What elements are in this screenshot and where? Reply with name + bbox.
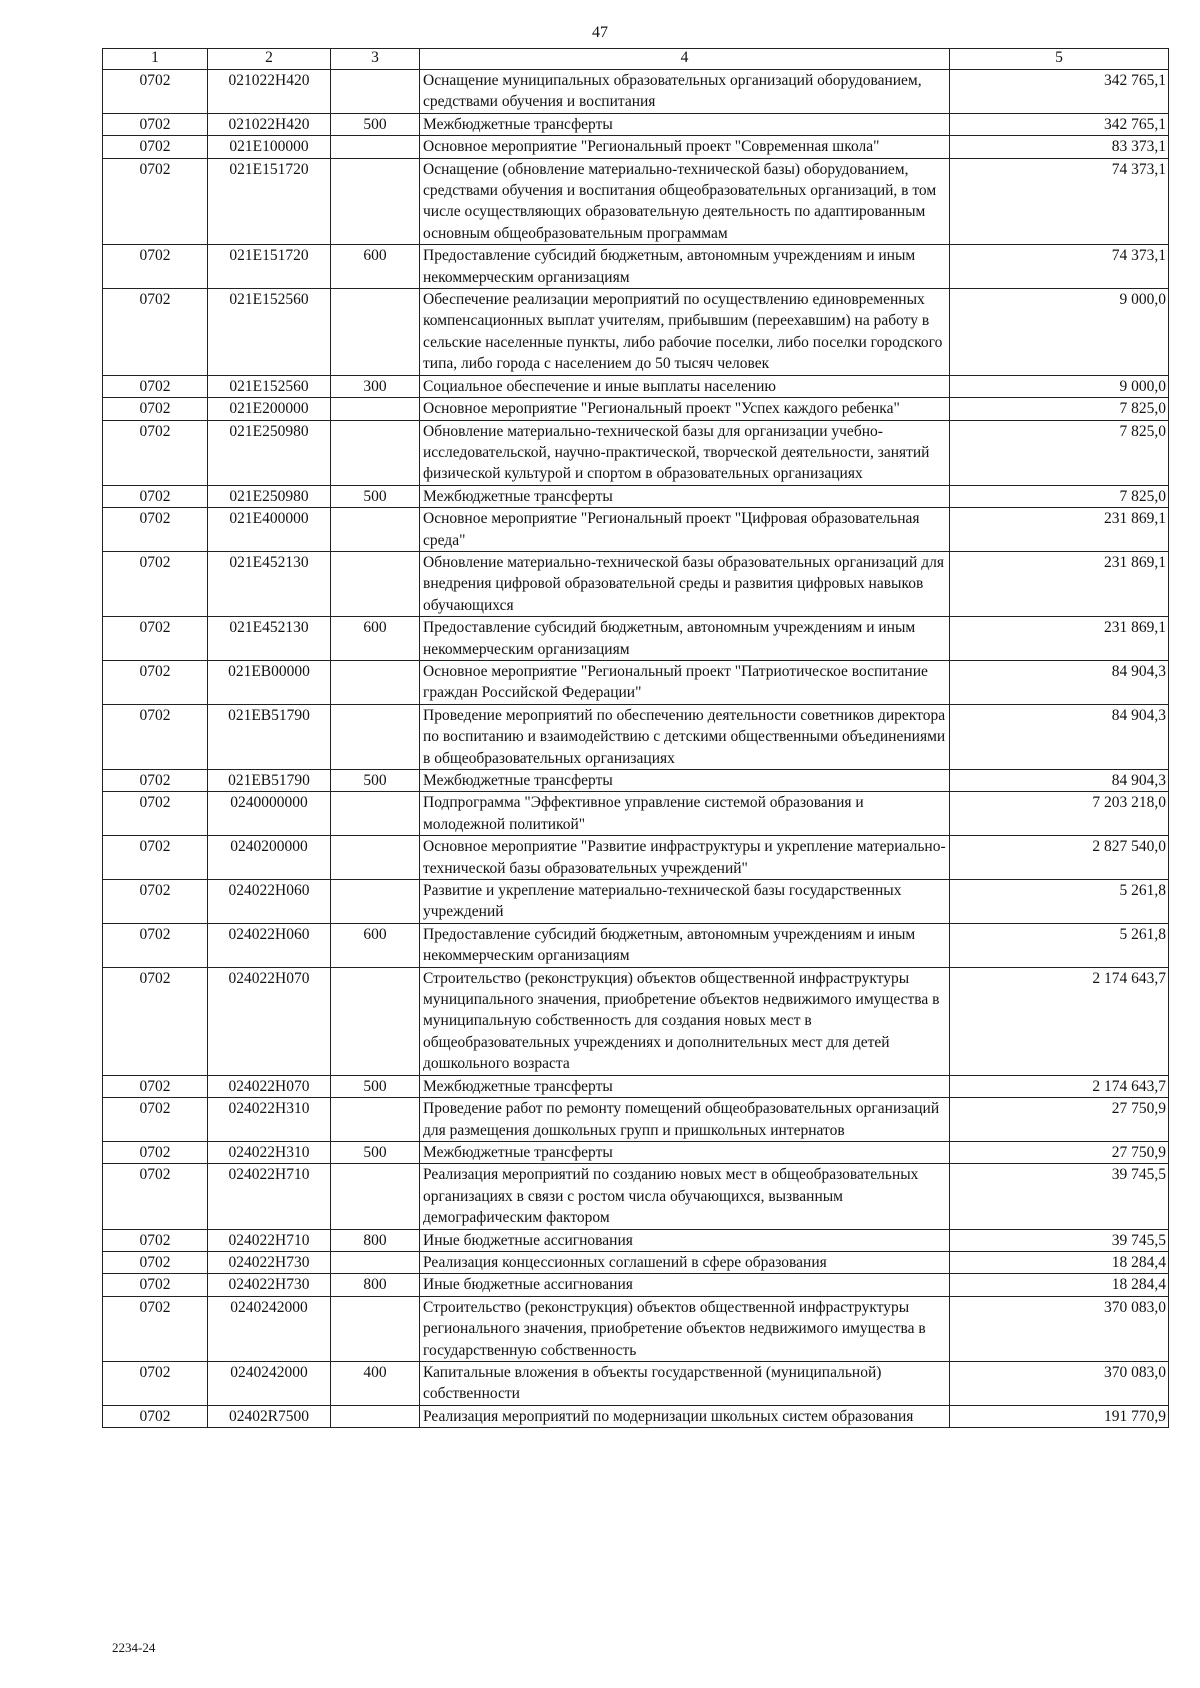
cell-section: 0702 xyxy=(103,136,208,158)
cell-name: Межбюджетные трансферты xyxy=(420,770,950,792)
cell-code: 024022Н070 xyxy=(208,1075,331,1097)
cell-amount: 342 765,1 xyxy=(950,70,1169,114)
cell-name: Обновление материально-технической базы для организации учебно-исследовательской, научно-практической, творческой деятельности, занятий физической культурой и спортом в образовательных организациях xyxy=(420,420,950,485)
cell-section: 0702 xyxy=(103,1274,208,1296)
table-row xyxy=(103,1164,1169,1229)
table-row xyxy=(103,289,1169,376)
table-row xyxy=(103,967,1169,1075)
cell-amount: 5 261,8 xyxy=(950,923,1169,967)
cell-section: 0702 xyxy=(103,1141,208,1163)
table-row xyxy=(103,551,1169,616)
table-row xyxy=(103,1274,1169,1296)
cell-amount: 191 770,9 xyxy=(950,1405,1169,1427)
cell-section: 0702 xyxy=(103,245,208,289)
cell-section: 0702 xyxy=(103,1229,208,1251)
cell-expense-type xyxy=(331,508,420,552)
cell-code: 024022Н710 xyxy=(208,1229,331,1251)
cell-section: 0702 xyxy=(103,1164,208,1229)
table-row xyxy=(103,420,1169,485)
cell-code: 021Е200000 xyxy=(208,398,331,420)
cell-amount: 342 765,1 xyxy=(950,113,1169,135)
cell-code: 021Е452130 xyxy=(208,617,331,661)
cell-amount: 2 827 540,0 xyxy=(950,836,1169,880)
cell-section: 0702 xyxy=(103,1296,208,1361)
cell-code: 021Е151720 xyxy=(208,245,331,289)
cell-expense-type xyxy=(331,398,420,420)
table-row xyxy=(103,792,1169,836)
cell-section: 0702 xyxy=(103,70,208,114)
cell-name: Проведение работ по ремонту помещений общеобразовательных организаций для размещения дошкольных групп и пришкольных интернатов xyxy=(420,1098,950,1142)
cell-code: 021ЕВ00000 xyxy=(208,660,331,704)
cell-expense-type: 500 xyxy=(331,485,420,507)
cell-name: Предоставление субсидий бюджетным, автономным учреждениям и иным некоммерческим организациям xyxy=(420,245,950,289)
cell-name: Капитальные вложения в объекты государственной (муниципальной) собственности xyxy=(420,1361,950,1405)
cell-amount: 9 000,0 xyxy=(950,289,1169,376)
table-body xyxy=(103,70,1169,1428)
table-row xyxy=(103,880,1169,924)
cell-code: 0240242000 xyxy=(208,1361,331,1405)
cell-amount: 27 750,9 xyxy=(950,1098,1169,1142)
cell-amount: 2 174 643,7 xyxy=(950,967,1169,1075)
cell-expense-type: 800 xyxy=(331,1229,420,1251)
cell-code: 024022Н060 xyxy=(208,923,331,967)
cell-amount: 370 083,0 xyxy=(950,1296,1169,1361)
cell-name: Социальное обеспечение и иные выплаты населению xyxy=(420,375,950,397)
cell-name: Основное мероприятие "Региональный проект "Патриотическое воспитание граждан Российской Федерации" xyxy=(420,660,950,704)
cell-name: Иные бюджетные ассигнования xyxy=(420,1229,950,1251)
cell-amount: 84 904,3 xyxy=(950,660,1169,704)
cell-code: 021Е452130 xyxy=(208,551,331,616)
cell-code: 024022Н310 xyxy=(208,1098,331,1142)
cell-code: 024022Н730 xyxy=(208,1251,331,1273)
cell-code: 0240242000 xyxy=(208,1296,331,1361)
cell-expense-type xyxy=(331,836,420,880)
table-header xyxy=(103,49,1169,70)
header-row xyxy=(103,49,1169,70)
cell-name: Межбюджетные трансферты xyxy=(420,113,950,135)
page-number: 47 xyxy=(592,24,608,41)
cell-name: Реализация мероприятий по созданию новых мест в общеобразовательных организациях в связи с ростом числа обучающихся, вызванным демографическим фактором xyxy=(420,1164,950,1229)
cell-name: Межбюджетные трансферты xyxy=(420,1141,950,1163)
table-row xyxy=(103,704,1169,769)
cell-name: Основное мероприятие "Региональный проект "Современная школа" xyxy=(420,136,950,158)
cell-name: Реализация концессионных соглашений в сфере образования xyxy=(420,1251,950,1273)
cell-name: Основное мероприятие "Региональный проект "Цифровая образовательная среда" xyxy=(420,508,950,552)
cell-expense-type xyxy=(331,792,420,836)
table-row xyxy=(103,485,1169,507)
cell-expense-type: 500 xyxy=(331,1141,420,1163)
column-header-3: 3 xyxy=(331,49,420,70)
cell-section: 0702 xyxy=(103,289,208,376)
cell-amount: 7 203 218,0 xyxy=(950,792,1169,836)
cell-amount: 2 174 643,7 xyxy=(950,1075,1169,1097)
cell-expense-type: 500 xyxy=(331,113,420,135)
table-row xyxy=(103,375,1169,397)
cell-amount: 39 745,5 xyxy=(950,1164,1169,1229)
table-row xyxy=(103,70,1169,114)
table-row xyxy=(103,1098,1169,1142)
cell-section: 0702 xyxy=(103,704,208,769)
cell-code: 021ЕВ51790 xyxy=(208,770,331,792)
table-row xyxy=(103,617,1169,661)
cell-section: 0702 xyxy=(103,1098,208,1142)
cell-amount: 74 373,1 xyxy=(950,158,1169,245)
cell-amount: 7 825,0 xyxy=(950,398,1169,420)
cell-name: Развитие и укрепление материально-технической базы государственных учреждений xyxy=(420,880,950,924)
cell-code: 021022Н420 xyxy=(208,113,331,135)
cell-name: Обеспечение реализации мероприятий по осуществлению единовременных компенсационных выплат учителям, прибывшим (переехавшим) на работу в сельские населенные пункты, либо рабочие поселки, либо поселки городского типа, либо города с населением до 50 тысяч человек xyxy=(420,289,950,376)
cell-code: 021Е250980 xyxy=(208,420,331,485)
cell-expense-type xyxy=(331,551,420,616)
cell-name: Оснащение (обновление материально-технической базы) оборудованием, средствами обучения и воспитания общеобразовательных организаций, в том числе осуществляющих образовательную деятельность по адаптированным основным общеобразовательным программам xyxy=(420,158,950,245)
cell-expense-type xyxy=(331,967,420,1075)
cell-amount: 84 904,3 xyxy=(950,704,1169,769)
cell-amount: 74 373,1 xyxy=(950,245,1169,289)
cell-name: Межбюджетные трансферты xyxy=(420,1075,950,1097)
cell-section: 0702 xyxy=(103,1361,208,1405)
table-row xyxy=(103,1075,1169,1097)
cell-code: 0240000000 xyxy=(208,792,331,836)
cell-code: 0240200000 xyxy=(208,836,331,880)
column-header-2: 2 xyxy=(208,49,331,70)
table-row xyxy=(103,158,1169,245)
table-row xyxy=(103,136,1169,158)
cell-name: Оснащение муниципальных образовательных организаций оборудованием, средствами обучения и воспитания xyxy=(420,70,950,114)
cell-section: 0702 xyxy=(103,113,208,135)
cell-section: 0702 xyxy=(103,967,208,1075)
cell-amount: 27 750,9 xyxy=(950,1141,1169,1163)
table-row xyxy=(103,1229,1169,1251)
column-header-1: 1 xyxy=(103,49,208,70)
cell-amount: 5 261,8 xyxy=(950,880,1169,924)
cell-code: 024022Н070 xyxy=(208,967,331,1075)
cell-name: Основное мероприятие "Региональный проект "Успех каждого ребенка" xyxy=(420,398,950,420)
cell-amount: 231 869,1 xyxy=(950,551,1169,616)
cell-section: 0702 xyxy=(103,375,208,397)
cell-expense-type: 300 xyxy=(331,375,420,397)
cell-section: 0702 xyxy=(103,1251,208,1273)
cell-expense-type xyxy=(331,1251,420,1273)
cell-section: 0702 xyxy=(103,1405,208,1427)
cell-code: 024022Н310 xyxy=(208,1141,331,1163)
cell-name: Реализация мероприятий по модернизации школьных систем образования xyxy=(420,1405,950,1427)
cell-name: Предоставление субсидий бюджетным, автономным учреждениям и иным некоммерческим организациям xyxy=(420,923,950,967)
table-row xyxy=(103,1361,1169,1405)
cell-section: 0702 xyxy=(103,420,208,485)
cell-name: Обновление материально-технической базы образовательных организаций для внедрения цифровой образовательной среды и развития цифровых навыков обучающихся xyxy=(420,551,950,616)
cell-amount: 9 000,0 xyxy=(950,375,1169,397)
cell-expense-type: 600 xyxy=(331,245,420,289)
cell-name: Проведение мероприятий по обеспечению деятельности советников директора по воспитанию и взаимодействию с детскими общественными объединениями в общеобразовательных организациях xyxy=(420,704,950,769)
cell-amount: 231 869,1 xyxy=(950,617,1169,661)
cell-code: 021Е100000 xyxy=(208,136,331,158)
table-row xyxy=(103,1251,1169,1273)
cell-code: 024022Н710 xyxy=(208,1164,331,1229)
cell-code: 024022Н060 xyxy=(208,880,331,924)
cell-section: 0702 xyxy=(103,485,208,507)
cell-code: 021022Н420 xyxy=(208,70,331,114)
cell-code: 021Е152560 xyxy=(208,375,331,397)
cell-section: 0702 xyxy=(103,836,208,880)
cell-name: Межбюджетные трансферты xyxy=(420,485,950,507)
cell-name: Основное мероприятие "Развитие инфраструктуры и укрепление материально-технической базы образовательных учреждений" xyxy=(420,836,950,880)
cell-expense-type xyxy=(331,1164,420,1229)
table-row xyxy=(103,1296,1169,1361)
footer-code: 2234-24 xyxy=(112,1640,156,1655)
cell-expense-type: 600 xyxy=(331,923,420,967)
cell-section: 0702 xyxy=(103,1075,208,1097)
cell-expense-type: 800 xyxy=(331,1274,420,1296)
cell-amount: 370 083,0 xyxy=(950,1361,1169,1405)
table-row xyxy=(103,113,1169,135)
table-row xyxy=(103,508,1169,552)
cell-amount: 39 745,5 xyxy=(950,1229,1169,1251)
cell-section: 0702 xyxy=(103,792,208,836)
cell-amount: 7 825,0 xyxy=(950,485,1169,507)
column-header-5: 5 xyxy=(950,49,1169,70)
cell-section: 0702 xyxy=(103,617,208,661)
cell-expense-type: 400 xyxy=(331,1361,420,1405)
cell-amount: 83 373,1 xyxy=(950,136,1169,158)
cell-expense-type xyxy=(331,880,420,924)
cell-amount: 7 825,0 xyxy=(950,420,1169,485)
cell-name: Иные бюджетные ассигнования xyxy=(420,1274,950,1296)
cell-section: 0702 xyxy=(103,398,208,420)
cell-expense-type xyxy=(331,70,420,114)
cell-section: 0702 xyxy=(103,880,208,924)
column-header-4: 4 xyxy=(420,49,950,70)
cell-name: Строительство (реконструкция) объектов общественной инфраструктуры регионального значения, приобретение объектов недвижимого имущества в государственную собственность xyxy=(420,1296,950,1361)
cell-section: 0702 xyxy=(103,551,208,616)
cell-code: 02402R7500 xyxy=(208,1405,331,1427)
cell-section: 0702 xyxy=(103,923,208,967)
cell-amount: 18 284,4 xyxy=(950,1274,1169,1296)
table-row xyxy=(103,1141,1169,1163)
cell-expense-type xyxy=(331,158,420,245)
cell-expense-type: 500 xyxy=(331,1075,420,1097)
cell-expense-type xyxy=(331,420,420,485)
cell-amount: 18 284,4 xyxy=(950,1251,1169,1273)
cell-code: 021ЕВ51790 xyxy=(208,704,331,769)
cell-section: 0702 xyxy=(103,770,208,792)
cell-section: 0702 xyxy=(103,158,208,245)
table-row xyxy=(103,660,1169,704)
cell-name: Подпрограмма "Эффективное управление системой образования и молодежной политикой" xyxy=(420,792,950,836)
cell-amount: 231 869,1 xyxy=(950,508,1169,552)
cell-expense-type xyxy=(331,704,420,769)
table-row xyxy=(103,836,1169,880)
cell-expense-type xyxy=(331,660,420,704)
table-row xyxy=(103,923,1169,967)
cell-section: 0702 xyxy=(103,508,208,552)
cell-name: Предоставление субсидий бюджетным, автономным учреждениям и иным некоммерческим организациям xyxy=(420,617,950,661)
cell-section: 0702 xyxy=(103,660,208,704)
cell-code: 021Е400000 xyxy=(208,508,331,552)
cell-expense-type xyxy=(331,1405,420,1427)
table-row xyxy=(103,398,1169,420)
cell-expense-type: 600 xyxy=(331,617,420,661)
table-row xyxy=(103,1405,1169,1427)
cell-code: 021Е250980 xyxy=(208,485,331,507)
cell-code: 024022Н730 xyxy=(208,1274,331,1296)
table-row xyxy=(103,770,1169,792)
cell-expense-type xyxy=(331,289,420,376)
cell-expense-type xyxy=(331,1098,420,1142)
cell-expense-type xyxy=(331,1296,420,1361)
cell-expense-type xyxy=(331,136,420,158)
cell-expense-type: 500 xyxy=(331,770,420,792)
cell-amount: 84 904,3 xyxy=(950,770,1169,792)
cell-name: Строительство (реконструкция) объектов общественной инфраструктуры муниципального значения, приобретение объектов недвижимого имущества в муниципальную собственность для создания новых мест в общеобразовательных учреждениях и дополнительных мест для детей дошкольного возраста xyxy=(420,967,950,1075)
budget-table xyxy=(102,48,1169,1428)
cell-code: 021Е151720 xyxy=(208,158,331,245)
cell-code: 021Е152560 xyxy=(208,289,331,376)
table-row xyxy=(103,245,1169,289)
